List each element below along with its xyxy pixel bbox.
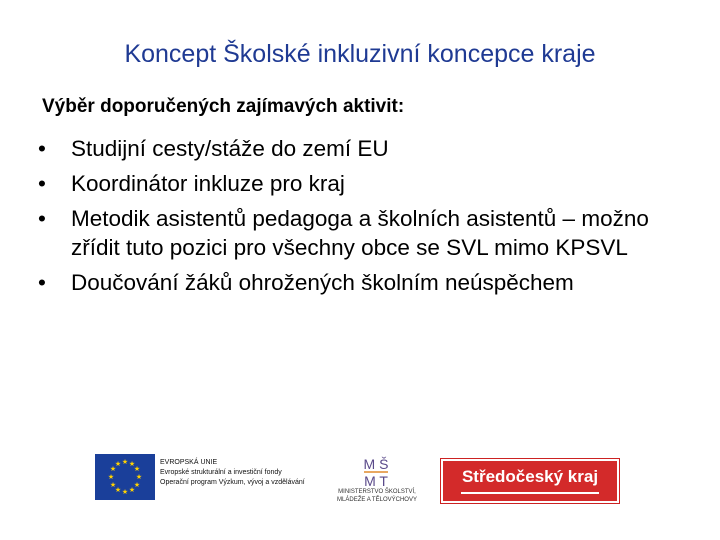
svg-text:★: ★ <box>109 466 117 473</box>
svg-text:★: ★ <box>128 461 136 468</box>
eu-logo-text <box>160 458 360 488</box>
eu-line: EVROPSKÁ UNIE <box>160 459 218 466</box>
list-item <box>38 268 698 297</box>
list-item-text: Studijní cesty/stáže do zemí EU <box>71 136 389 161</box>
eu-flag-icon <box>95 454 155 500</box>
msmt-logo-text <box>332 488 422 504</box>
eu-line: Evropské strukturální a investiční fondy <box>160 469 282 476</box>
kraj-logo-underline <box>461 492 599 494</box>
bullet-icon: • <box>38 171 46 196</box>
list-item-text: Koordinátor inkluze pro kraj <box>71 171 345 196</box>
svg-text:★: ★ <box>135 474 143 481</box>
list-item <box>38 169 698 198</box>
svg-text:★: ★ <box>128 487 136 494</box>
bullet-icon: • <box>38 270 46 295</box>
list-item-text: Doučování žáků ohrožených školním neúspěchem <box>71 270 574 295</box>
stredocesky-kraj-logo <box>441 459 619 503</box>
list-item <box>38 134 698 163</box>
bullet-icon: • <box>38 206 46 231</box>
bullet-icon: • <box>38 136 46 161</box>
kraj-logo-label: Středočeský kraj <box>461 467 599 486</box>
msmt-line: MLÁDEŽE A TĚLOVÝCHOVY <box>337 497 417 503</box>
svg-text:★: ★ <box>133 466 141 473</box>
list-item-text: Metodik asistentů pedagoga a školních asistentů – možno zřídit tuto pozici pro všechny obce se SVL mimo KPSVL <box>71 206 649 260</box>
slide-title: Koncept Školské inkluzivní koncepce kraje <box>124 40 596 68</box>
svg-text:★: ★ <box>109 482 117 489</box>
msmt-line: MINISTERSTVO ŠKOLSTVÍ, <box>338 489 416 495</box>
slide-subtitle: Výběr doporučených zajímavých aktivit: <box>42 96 405 117</box>
svg-text:M Š: M Š <box>363 456 389 472</box>
svg-text:★: ★ <box>121 489 129 496</box>
eu-line: Operační program Výzkum, vývoj a vzdělávání <box>160 479 305 486</box>
svg-text:★: ★ <box>133 482 141 489</box>
svg-text:★: ★ <box>107 474 115 481</box>
svg-text:★: ★ <box>114 487 122 494</box>
svg-text:★: ★ <box>121 459 129 466</box>
svg-text:M T: M T <box>364 473 388 489</box>
logo-bar <box>0 448 720 518</box>
activity-list <box>38 134 698 303</box>
list-item <box>38 204 698 262</box>
svg-text:★: ★ <box>114 461 122 468</box>
